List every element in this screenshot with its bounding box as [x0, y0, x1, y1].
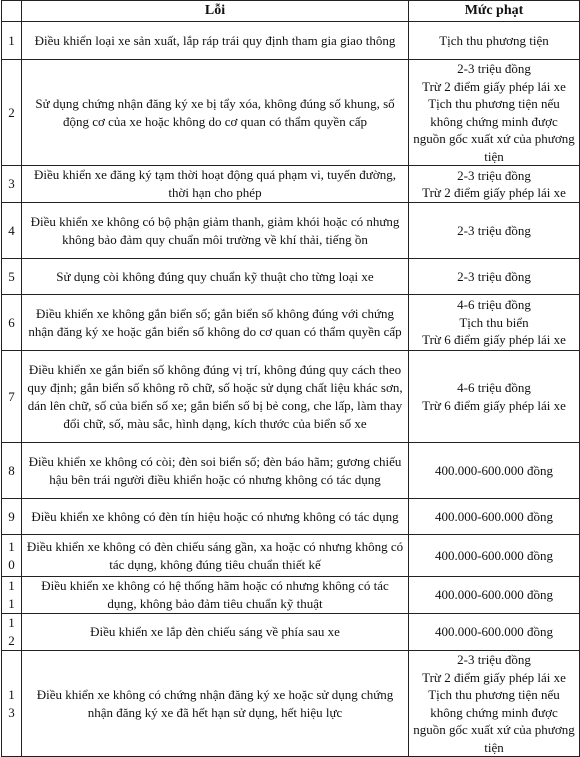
penalty-cell: [409, 259, 580, 295]
penalty-line: Tịch thu biển: [459, 314, 529, 330]
penalty-line: Trừ 6 điểm giấy phép lái xe: [422, 397, 566, 413]
penalty-cell: [409, 60, 580, 166]
penalty-cell: [409, 535, 580, 577]
penalty-cell: [409, 577, 580, 614]
penalty-line: 400.000-600.000 đồng: [434, 547, 554, 563]
violation-cell: Điều khiển xe không có đèn chiếu sáng gần, xa hoặc có nhưng không có tác dụng, không đúng tiêu chuẩn thiết kế: [22, 535, 409, 577]
row-number: 10: [2, 535, 22, 577]
violation-cell: Điều khiển xe không có bộ phận giảm thanh, giảm khói hoặc có nhưng không bảo đảm quy chuẩn môi trường về khí thải, tiếng ồn: [22, 203, 409, 259]
penalty-cell: [409, 295, 580, 351]
penalty-line: 2-3 triệu đồng: [457, 61, 531, 76]
table-row: [2, 166, 580, 203]
penalty-line: Trừ 2 điểm giấy phép lái xe: [422, 669, 566, 685]
table-row: [2, 499, 580, 535]
row-number: 1: [2, 22, 22, 60]
penalty-line: Trừ 2 điểm giấy phép lái xe: [422, 185, 566, 200]
penalty-cell: [409, 166, 580, 203]
penalty-cell: [409, 443, 580, 499]
row-number: 6: [2, 295, 22, 351]
row-number: 9: [2, 499, 22, 535]
violation-cell: Điều khiển xe không gắn biển số; gắn biển số không đúng với chứng nhận đăng ký xe hoặc gắn biển số không do cơ quan có thẩm quyền cấp: [22, 295, 409, 351]
table-row: [2, 22, 580, 60]
penalty-line: 2-3 triệu đồng: [457, 167, 531, 183]
penalty-cell: [409, 203, 580, 259]
table-row: [2, 259, 580, 295]
table-header-row: [2, 1, 580, 22]
violation-cell: Điều khiển xe gắn biển số không đúng vị trí, không đúng quy cách theo quy định; gắn biển số không rõ chữ, số hoặc sử dụng chất liệu khác sơn, dán lên chữ, số của biển số xe; gắn biển số bị bẻ cong, che lấp, làm thay đổi chữ, số, màu sắc, hình dạng, kích thước của biển số xe: [22, 351, 409, 443]
row-number: 4: [2, 203, 22, 259]
penalty-line: 2-3 triệu đồng: [457, 652, 531, 667]
violation-cell: Sử dụng chứng nhận đăng ký xe bị tẩy xóa, không đúng số khung, số động cơ của xe hoặc không do cơ quan có thẩm quyền cấp: [22, 60, 409, 166]
violation-cell: Sử dụng còi không đúng quy chuẩn kỹ thuật cho từng loại xe: [22, 259, 409, 295]
table-row: [2, 295, 580, 351]
row-number: 13: [2, 651, 22, 757]
table-row: [2, 203, 580, 259]
violation-cell: Điều khiển loại xe sản xuất, lắp ráp trái quy định tham gia giao thông: [22, 22, 409, 60]
penalty-line: 400.000-600.000 đồng: [434, 462, 554, 478]
table-row: [2, 577, 580, 614]
penalty-cell: [409, 651, 580, 757]
violation-cell: Điều khiển xe lắp đèn chiếu sáng về phía sau xe: [22, 614, 409, 651]
penalty-cell: [409, 351, 580, 443]
table-row: [2, 535, 580, 577]
penalty-cell: [409, 614, 580, 651]
row-number: 12: [2, 614, 22, 651]
table-row: [2, 651, 580, 757]
fines-table: [1, 0, 580, 757]
header-penalty: Mức phạt: [409, 1, 580, 22]
table-row: [2, 614, 580, 651]
violation-cell: Điều khiển xe đăng ký tạm thời hoạt động quá phạm vi, tuyến đường, thời hạn cho phép: [22, 166, 409, 203]
violation-cell: Điều khiển xe không có đèn tín hiệu hoặc có nhưng không có tác dụng: [22, 499, 409, 535]
penalty-line: 4-6 triệu đồng: [457, 380, 531, 395]
table-body: [2, 22, 580, 757]
row-number: 11: [2, 577, 22, 614]
row-number: 3: [2, 166, 22, 203]
header-number: [2, 1, 22, 22]
table-row: [2, 351, 580, 443]
penalty-line: Tịch thu phương tiện nếu không chứng minh được nguồn gốc xuất xứ của phương tiện: [413, 96, 575, 164]
table-row: [2, 60, 580, 166]
row-number: 2: [2, 60, 22, 166]
row-number: 8: [2, 443, 22, 499]
penalty-line: 400.000-600.000 đồng: [434, 508, 554, 524]
header-violation: Lỗi: [22, 1, 409, 22]
penalty-line: Trừ 6 điểm giấy phép lái xe: [422, 332, 566, 348]
violation-cell: Điều khiển xe không có còi; đèn soi biển số; đèn báo hãm; gương chiếu hậu bên trái người điều khiển hoặc có nhưng không có tác dụng: [22, 443, 409, 499]
penalty-line: 400.000-600.000 đồng: [434, 587, 554, 603]
penalty-line: 4-6 triệu đồng: [457, 297, 531, 313]
penalty-cell: [409, 499, 580, 535]
penalty-line: 2-3 triệu đồng: [457, 222, 531, 238]
penalty-cell: [409, 22, 580, 60]
penalty-line: 400.000-600.000 đồng: [434, 624, 554, 640]
row-number: 7: [2, 351, 22, 443]
penalty-line: Trừ 2 điểm giấy phép lái xe: [422, 78, 566, 94]
violation-cell: Điều khiển xe không có hệ thống hãm hoặc có nhưng không có tác dụng, không bảo đảm tiêu chuẩn kỹ thuật: [22, 577, 409, 614]
table-row: [2, 443, 580, 499]
penalty-line: Tịch thu phương tiện: [439, 32, 549, 48]
row-number: 5: [2, 259, 22, 295]
penalty-line: Tịch thu phương tiện nếu không chứng minh được nguồn gốc xuất xứ của phương tiện: [413, 687, 575, 755]
penalty-line: 2-3 triệu đồng: [457, 268, 531, 284]
violation-cell: Điều khiển xe không có chứng nhận đăng ký xe hoặc sử dụng chứng nhận đăng ký xe đã hết hạn sử dụng, hết hiệu lực: [22, 651, 409, 757]
